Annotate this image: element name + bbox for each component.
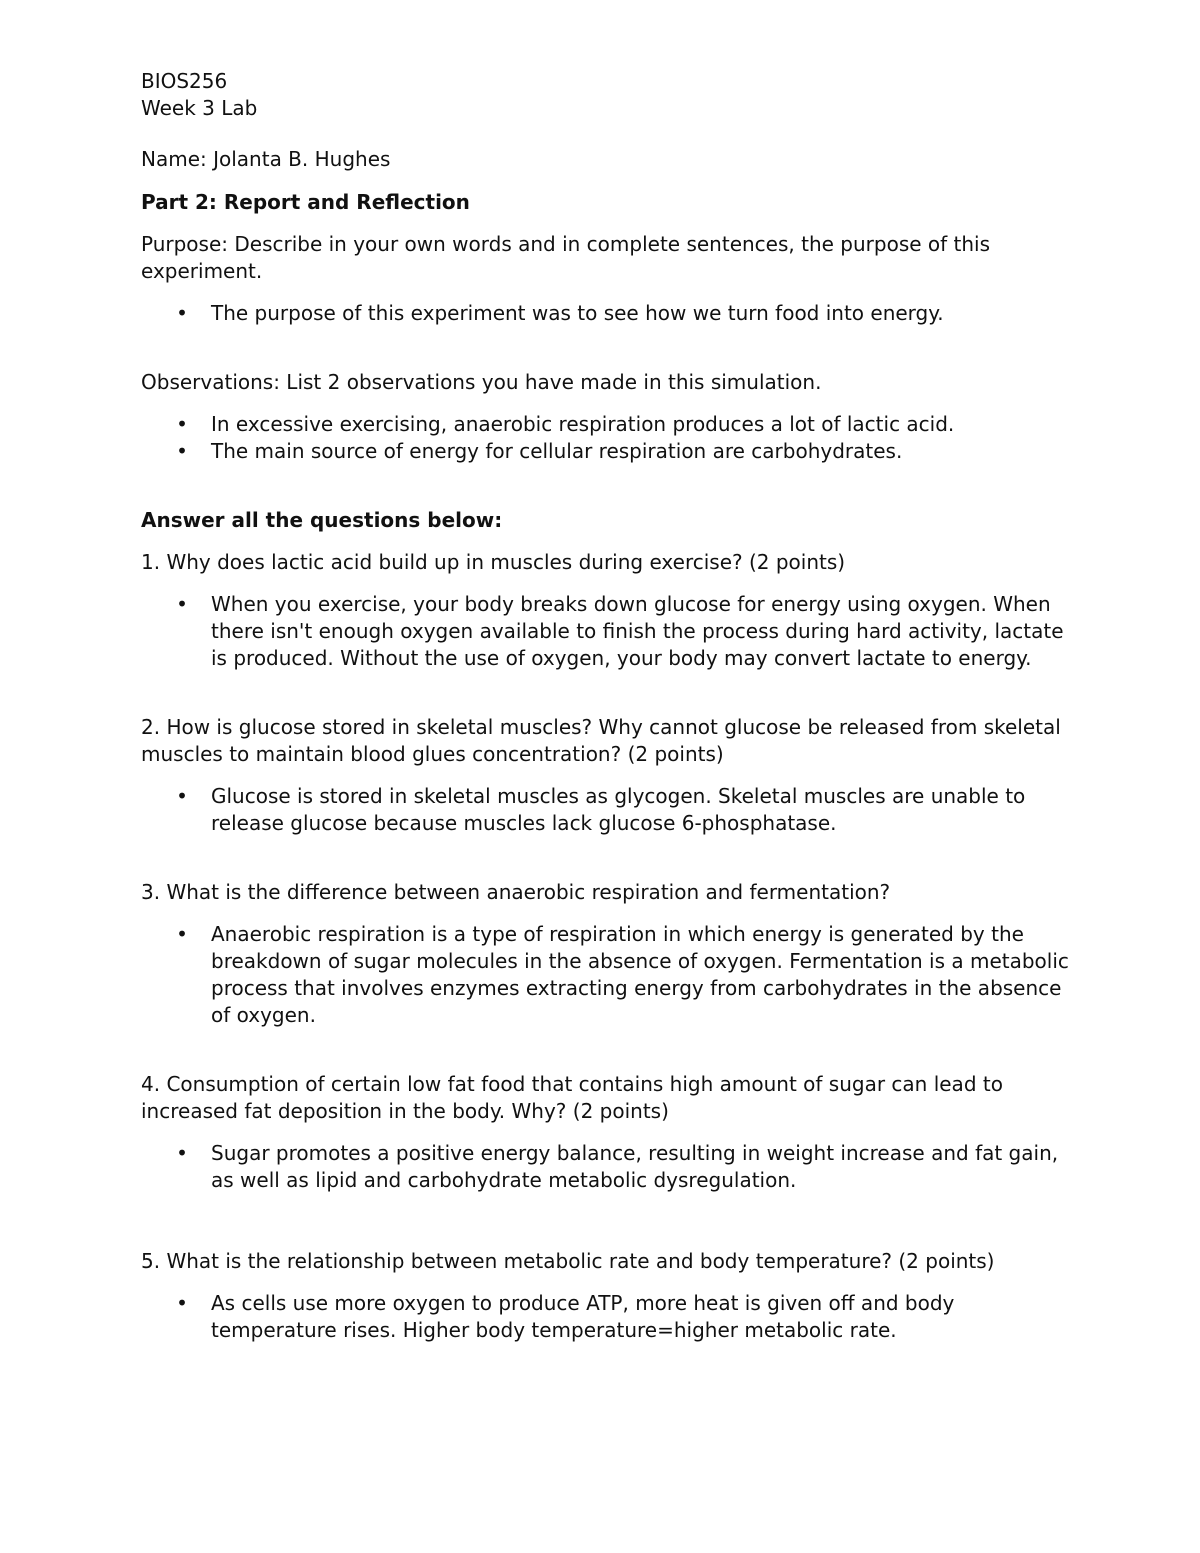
question-text: 2. How is glucose stored in skeletal muscles? Why cannot glucose be released from skeletal muscles to maintain blood glues concentration? (2 points)	[141, 715, 1061, 766]
purpose-prompt: Purpose: Describe in your own words and in complete sentences, the purpose of this experiment.	[141, 232, 991, 283]
bullet-icon: •	[176, 1291, 188, 1315]
answer-text: When you exercise, your body breaks down glucose for energy using oxygen. When there isn't enough oxygen available to finish the process during hard activity, lactate is produced. Without the use of oxygen, your body may convert lactate to energy.	[211, 592, 1064, 670]
answer-list	[141, 1140, 1071, 1194]
observation-item	[141, 411, 1071, 438]
answer-item	[141, 921, 1071, 1029]
student-name: Name: Jolanta B. Hughes	[141, 147, 391, 171]
answer-text: Sugar promotes a positive energy balance, resulting in weight increase and fat gain, as well as lipid and carbohydrate metabolic dysregulation.	[211, 1141, 1059, 1192]
question-text: 3. What is the difference between anaerobic respiration and fermentation?	[141, 880, 891, 904]
bullet-icon: •	[176, 592, 188, 616]
answer-list	[141, 591, 1071, 672]
answer-text: As cells use more oxygen to produce ATP, more heat is given off and body temperature rises. Higher body temperature=higher metabolic rate.	[211, 1291, 955, 1342]
answer-list	[141, 1290, 1071, 1344]
course-code: BIOS256	[141, 69, 228, 93]
answer-item	[141, 1140, 1071, 1194]
observation-item	[141, 438, 1071, 465]
bullet-icon: •	[176, 1141, 188, 1165]
answer-list	[141, 783, 1071, 837]
week-label: Week 3 Lab	[141, 96, 258, 120]
questions-heading: Answer all the questions below:	[141, 508, 503, 532]
answer-list	[141, 921, 1071, 1029]
purpose-answer-item	[141, 300, 1071, 327]
bullet-icon: •	[176, 439, 188, 463]
bullet-icon: •	[176, 784, 188, 808]
answer-text: Glucose is stored in skeletal muscles as glycogen. Skeletal muscles are unable to release glucose because muscles lack glucose 6-phosphatase.	[211, 784, 1026, 835]
observations-prompt: Observations: List 2 observations you have made in this simulation.	[141, 370, 822, 394]
bullet-icon: •	[176, 922, 188, 946]
answer-text: Anaerobic respiration is a type of respiration in which energy is generated by the breakdown of sugar molecules in the absence of oxygen. Fermentation is a metabolic process that involves enzymes extracting energy from carbohydrates in the absence of oxygen.	[211, 922, 1069, 1027]
observations-answer-list	[141, 411, 1071, 465]
bullet-icon: •	[176, 412, 188, 436]
part-heading: Part 2: Report and Reflection	[141, 190, 470, 214]
observation-text: The main source of energy for cellular respiration are carbohydrates.	[211, 439, 903, 463]
question-text: 1. Why does lactic acid build up in muscles during exercise? (2 points)	[141, 550, 846, 574]
answer-item	[141, 591, 1071, 672]
answer-item	[141, 1290, 1071, 1344]
bullet-icon: •	[176, 301, 188, 325]
purpose-answer-text: The purpose of this experiment was to see how we turn food into energy.	[211, 301, 944, 325]
question-text: 4. Consumption of certain low fat food that contains high amount of sugar can lead to increased fat deposition in the body. Why? (2 points)	[141, 1072, 1003, 1123]
document-page	[141, 68, 1071, 1344]
observation-text: In excessive exercising, anaerobic respiration produces a lot of lactic acid.	[211, 412, 955, 436]
question-text: 5. What is the relationship between metabolic rate and body temperature? (2 points)	[141, 1249, 995, 1273]
answer-item	[141, 783, 1071, 837]
purpose-answer-list	[141, 300, 1071, 327]
